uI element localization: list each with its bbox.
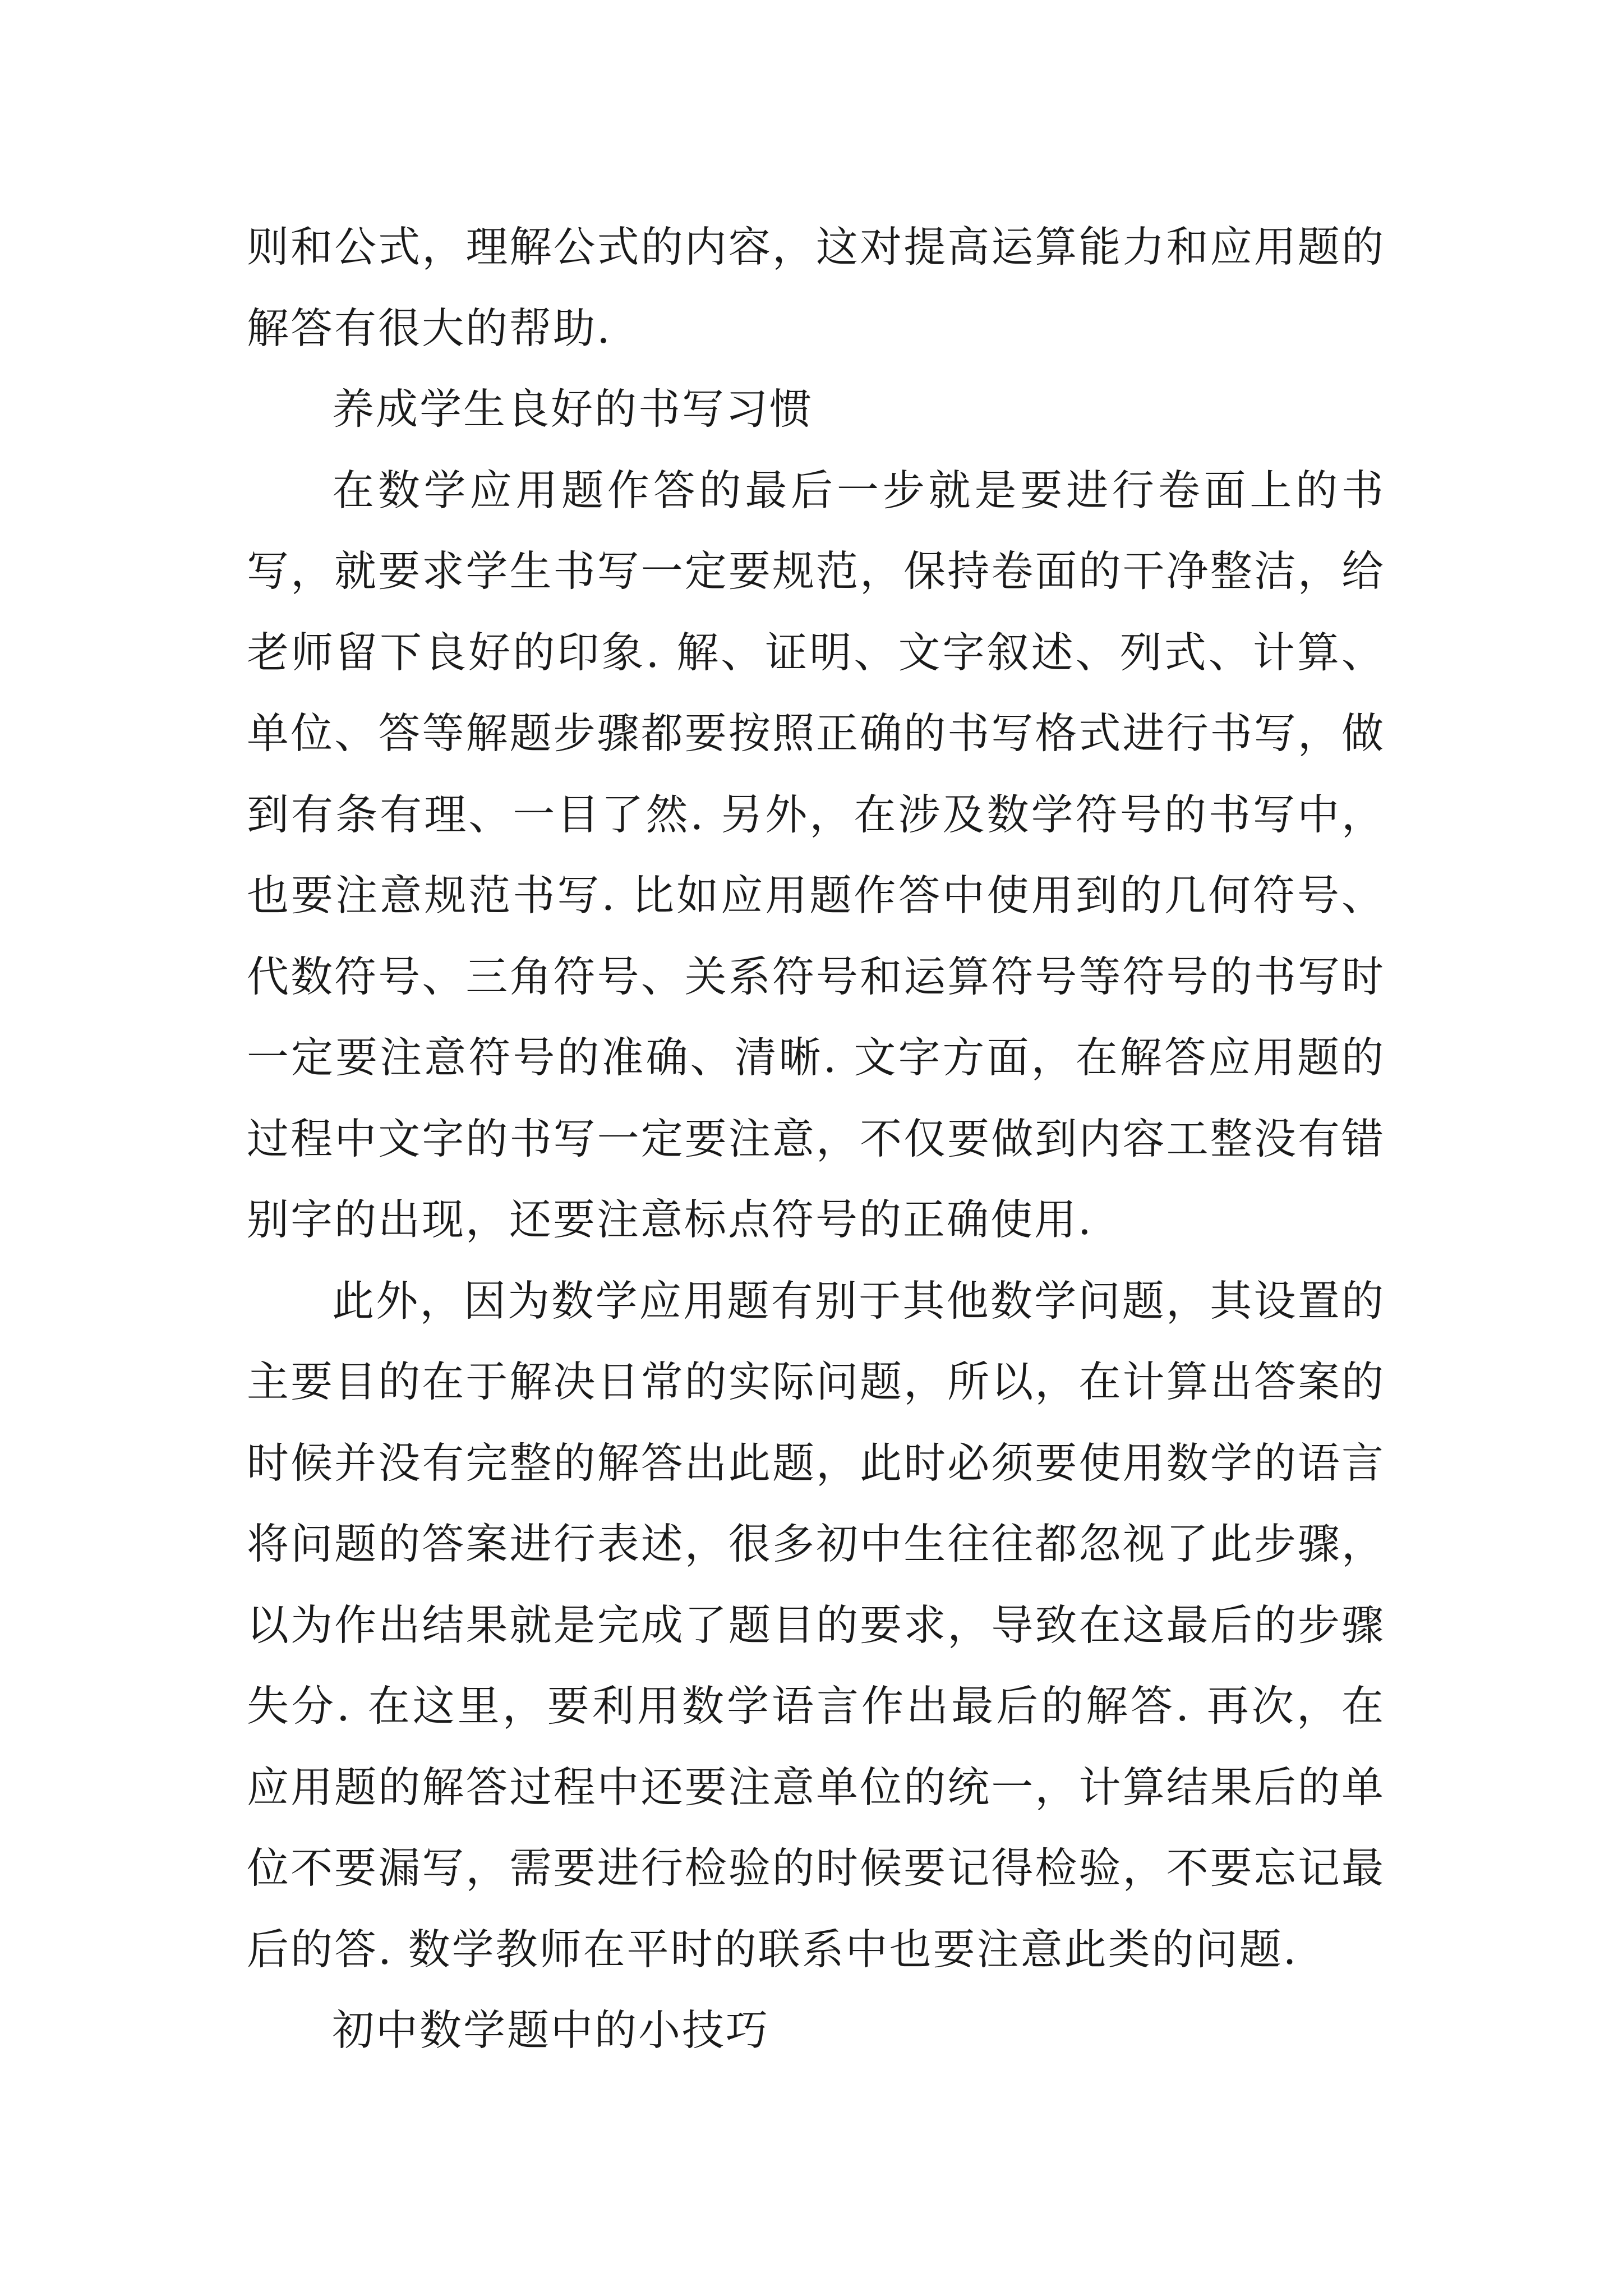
document-body [247, 206, 1385, 2071]
section-heading-math-tips: 初中数学题中的小技巧 [332, 2005, 770, 2055]
paragraph-continuation: 则和公式，理解公式的内容，这对提高运算能力和应用题的解答有很大的帮助. [247, 222, 1385, 353]
paragraph-writing-standards: 在数学应用题作答的最后一步就是要进行卷面上的书写，就要求学生书写一定要规范，保持卷面的干净整洁，给老师留下良好的印象. 解、证明、文字叙述、列式、计算、单位、答等解题步骤都要按照正确的书写格式进行书写，做到有条有理、一目了然. 另外，在涉及数学符号的书写中，也要注意规范书写. 比如应用题作答中使用到的几何符号、代数符号、三角符号、关系符号和运算符号等符号的书写时一定要注意符号的准确、清晰. 文字方面，在解答应用题的过程中文字的书写一定要注意，不仅要做到内容工整没有错别字的出现，还要注意标点符号的正确使用. [247, 465, 1385, 1244]
section-heading-writing-habits: 养成学生良好的书写习惯 [332, 384, 814, 434]
paragraph-answer-statement: 此外，因为数学应用题有别于其他数学问题，其设置的主要目的在于解决日常的实际问题，所以，在计算出答案的时候并没有完整的解答出此题，此时必须要使用数学的语言将问题的答案进行表述，很多初中生往往都忽视了此步骤，以为作出结果就是完成了题目的要求，导致在这最后的步骤失分. 在这里，要利用数学语言作出最后的解答. 再次，在应用题的解答过程中还要注意单位的统一，计算结果后的单位不要漏写，需要进行检验的时候要记得检验，不要忘记最后的答. 数学教师在平时的联系中也要注意此类的问题. [247, 1276, 1385, 1974]
